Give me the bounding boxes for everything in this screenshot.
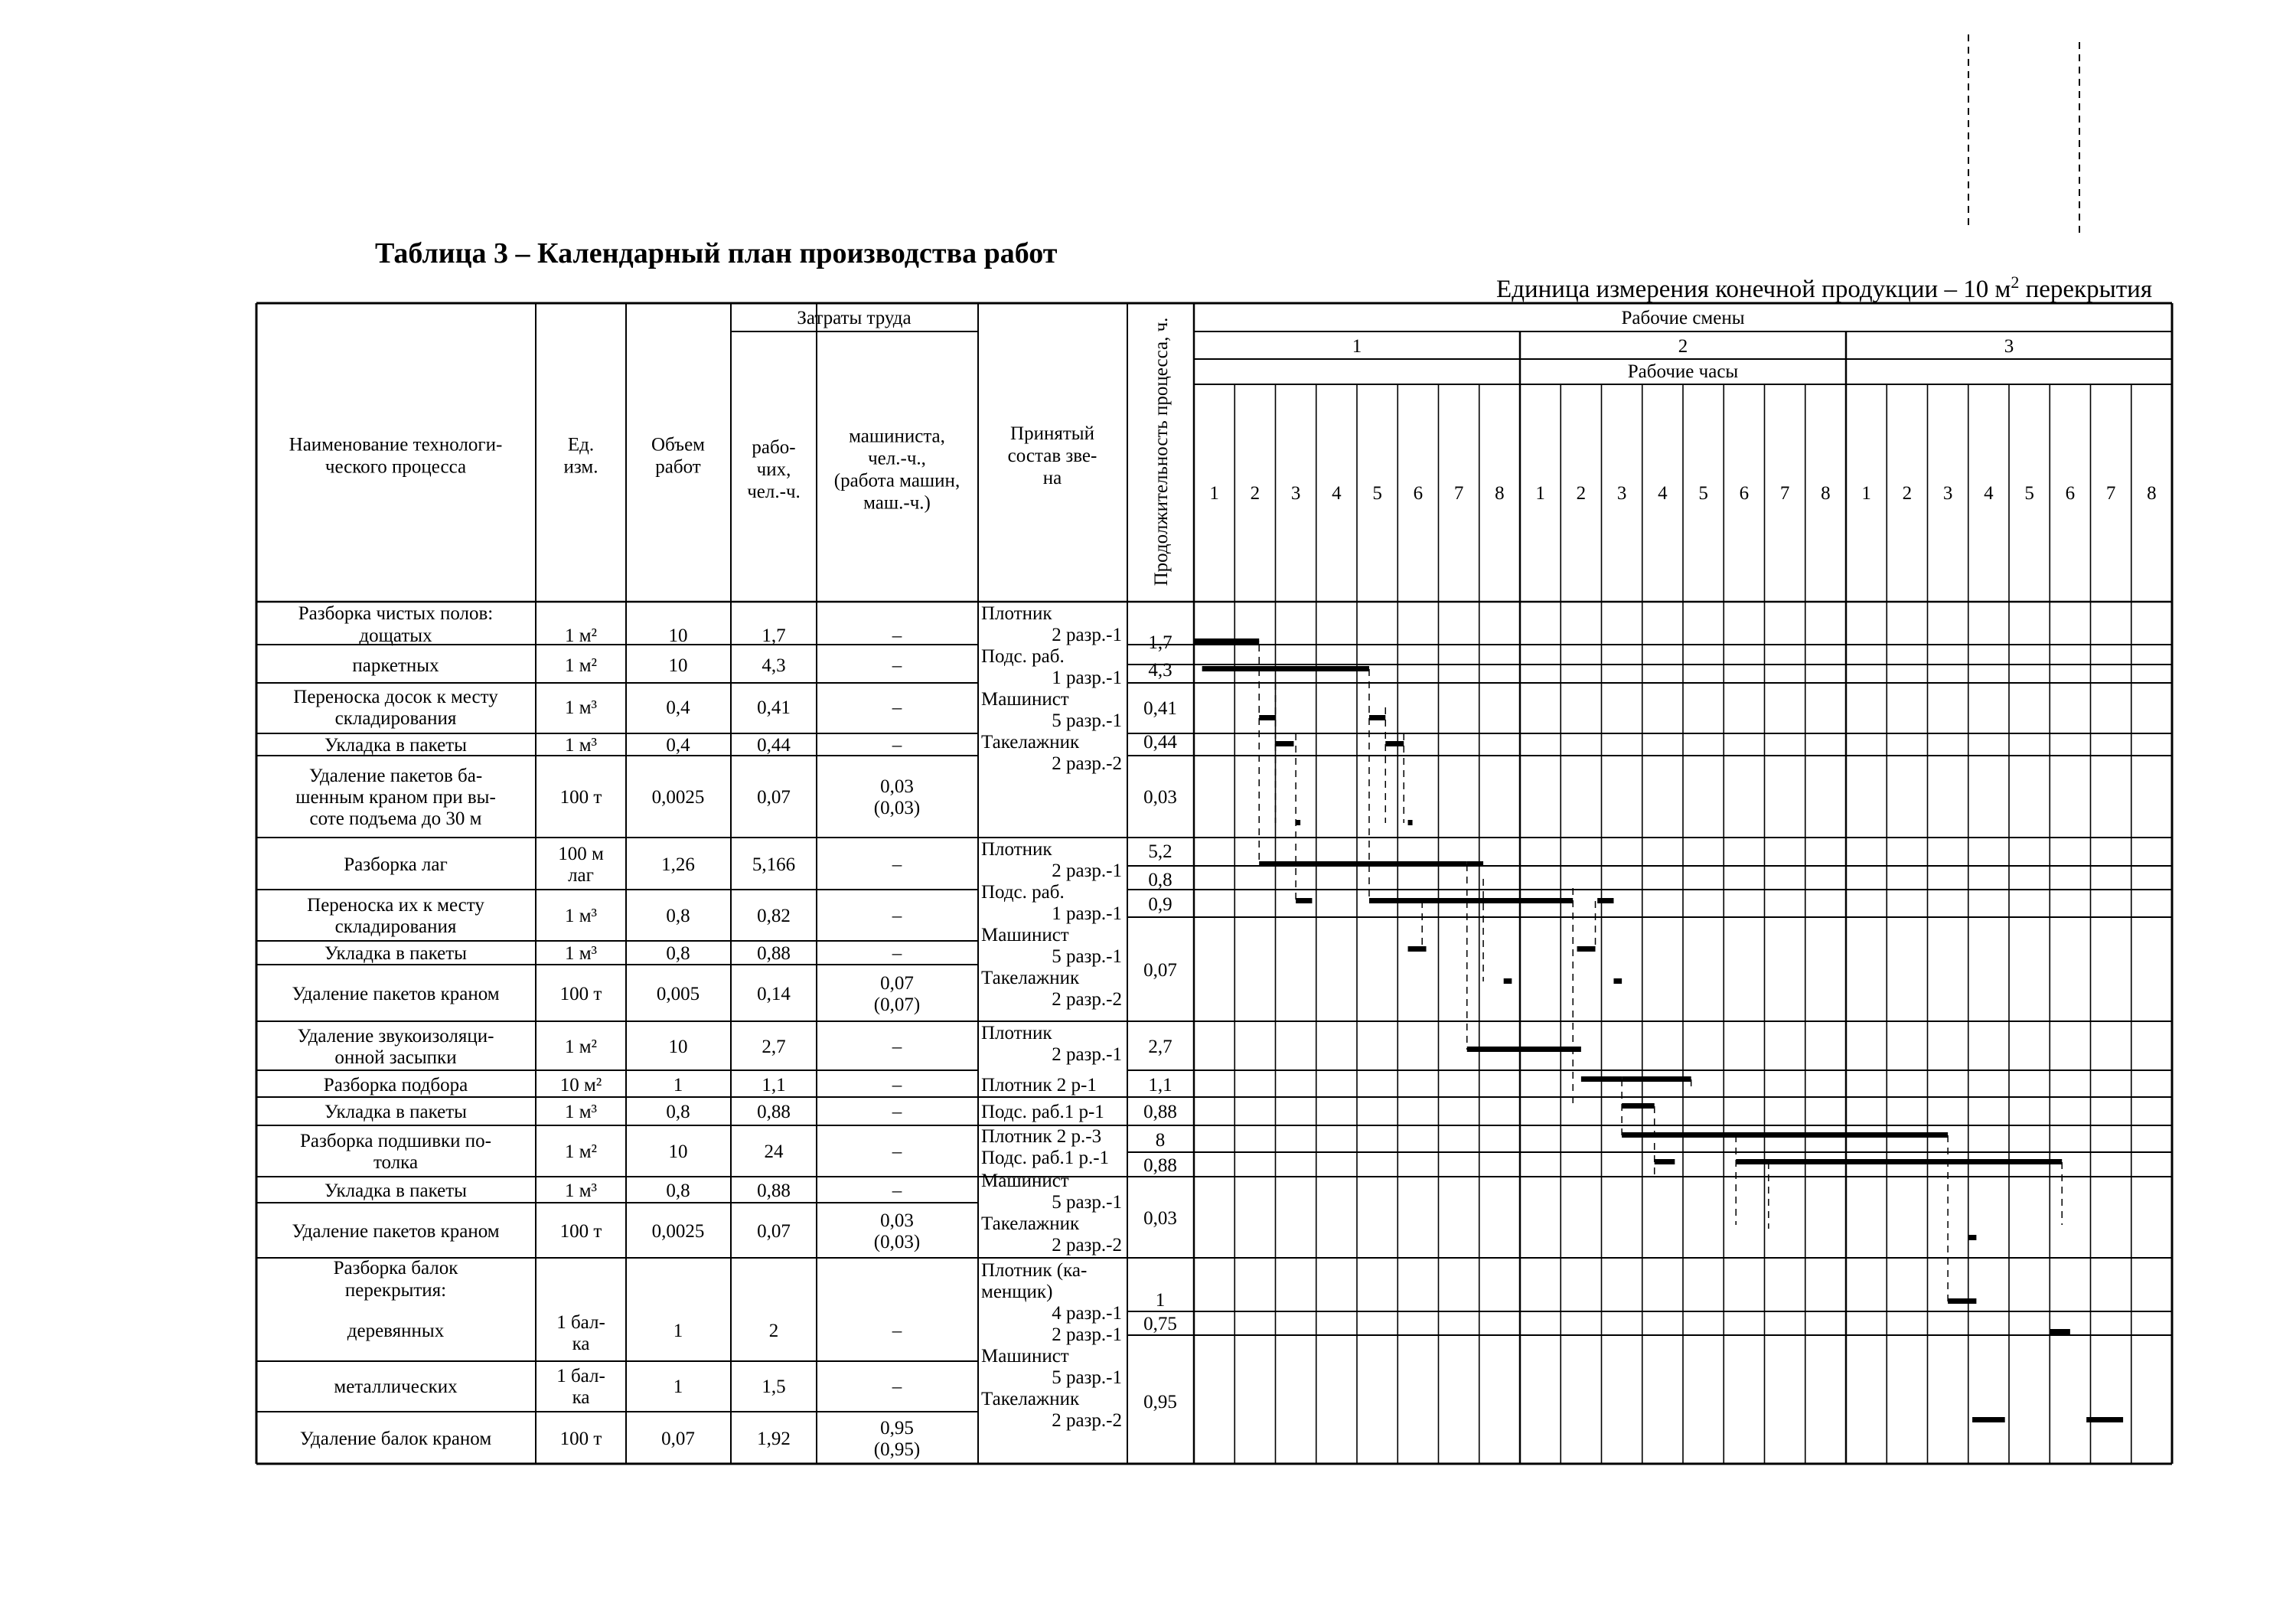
crew-text: 4 разр.-1 bbox=[1052, 1303, 1122, 1324]
crew-text: Такелажник bbox=[981, 1213, 1080, 1234]
crew-text: Такелажник bbox=[981, 968, 1080, 988]
process-name: деревянных bbox=[347, 1321, 445, 1341]
gantt-bar bbox=[1577, 946, 1596, 952]
duration-value: 1 bbox=[1155, 1290, 1166, 1311]
crew-text: Плотник 2 р-1 bbox=[981, 1075, 1097, 1096]
process-volume: 1,26 bbox=[661, 854, 695, 875]
process-volume: 0,07 bbox=[661, 1429, 695, 1449]
gantt-bar bbox=[1769, 1159, 1789, 1164]
crew-text: Плотник (ка- bbox=[981, 1260, 1088, 1281]
gantt-bar bbox=[2086, 1417, 2123, 1422]
crew-text: Плотник bbox=[981, 839, 1052, 860]
gantt-bar bbox=[1408, 820, 1413, 825]
process-name: Укладка в пакеты bbox=[325, 735, 467, 756]
process-volume: 0,4 bbox=[666, 735, 690, 756]
process-machinists: – bbox=[892, 625, 902, 646]
hour-number: 6 bbox=[2065, 483, 2076, 504]
hour-number: 7 bbox=[1453, 483, 1464, 504]
crew-text: Плотник 2 р.-3 bbox=[981, 1126, 1102, 1147]
process-workers: 2 bbox=[768, 1321, 779, 1341]
hour-number: 5 bbox=[2024, 483, 2034, 504]
process-workers: 2,7 bbox=[762, 1037, 786, 1057]
process-name: Укладка в пакеты bbox=[325, 943, 467, 964]
hour-number: 3 bbox=[1290, 483, 1301, 504]
process-name: Укладка в пакеты bbox=[325, 1181, 467, 1201]
shift-number: 2 bbox=[1678, 336, 1688, 357]
gantt-bar bbox=[1972, 1417, 2005, 1422]
crew-text: Такелажник bbox=[981, 732, 1080, 753]
hour-number: 4 bbox=[1658, 483, 1668, 504]
crew-text: 2 разр.-1 bbox=[1052, 625, 1122, 645]
header-crew: на bbox=[1042, 468, 1062, 488]
process-machinists: – bbox=[892, 1037, 902, 1057]
hour-number: 4 bbox=[1332, 483, 1342, 504]
gantt-bar bbox=[2050, 1159, 2062, 1164]
process-machinists: 0,03 bbox=[880, 1210, 914, 1231]
crew-text: Подс. раб.1 р.-1 bbox=[981, 1148, 1110, 1168]
process-volume: 0,0025 bbox=[651, 1221, 705, 1242]
process-unit: 1 м³ bbox=[564, 1181, 598, 1201]
duration-value: 8 bbox=[1155, 1130, 1166, 1151]
process-workers: 0,07 bbox=[757, 1221, 791, 1242]
process-volume: 10 bbox=[668, 1141, 688, 1162]
crew-text: Машинист bbox=[981, 925, 1069, 945]
gantt-bar bbox=[1408, 946, 1427, 952]
duration-value: 0,8 bbox=[1148, 870, 1172, 890]
hour-number: 6 bbox=[1739, 483, 1750, 504]
crew-text: Плотник bbox=[981, 1023, 1052, 1043]
duration-value: 0,03 bbox=[1143, 787, 1177, 808]
gantt-bar bbox=[1622, 1132, 1948, 1138]
gantt-bar bbox=[1385, 741, 1404, 746]
gantt-bar bbox=[1194, 638, 1259, 644]
process-machinists: – bbox=[892, 854, 902, 875]
process-name: онной засыпки bbox=[334, 1047, 457, 1068]
gantt-bar bbox=[1483, 898, 1499, 903]
gantt-bar bbox=[1259, 715, 1275, 720]
header-machinists: машиниста, bbox=[849, 426, 945, 447]
crew-text: Подс. раб. bbox=[981, 646, 1065, 667]
duration-value: 0,75 bbox=[1143, 1314, 1177, 1334]
hour-number: 8 bbox=[1821, 483, 1831, 504]
process-machinists: – bbox=[892, 1181, 902, 1201]
duration-value: 1,7 bbox=[1148, 632, 1172, 653]
process-volume: 0,8 bbox=[666, 1102, 690, 1122]
gantt-bar bbox=[1613, 978, 1622, 984]
crew-text: менщик) bbox=[981, 1282, 1053, 1302]
process-machinists: – bbox=[892, 655, 902, 676]
header-hours: Рабочие часы bbox=[1627, 361, 1739, 382]
hour-number: 1 bbox=[1861, 483, 1871, 504]
header-workers: рабо- bbox=[752, 437, 796, 458]
gantt-bar bbox=[1202, 666, 1369, 671]
process-workers: 0,44 bbox=[757, 735, 791, 756]
process-machinists: 0,07 bbox=[880, 973, 914, 994]
process-unit: 1 бал- bbox=[556, 1312, 605, 1333]
duration-value: 0,88 bbox=[1143, 1155, 1177, 1176]
hour-number: 3 bbox=[1616, 483, 1627, 504]
process-volume: 1 bbox=[673, 1376, 683, 1397]
hour-number: 8 bbox=[1495, 483, 1505, 504]
hour-number: 2 bbox=[1250, 483, 1261, 504]
gantt-bar bbox=[1296, 820, 1300, 825]
process-name: Разборка подшивки по- bbox=[300, 1131, 491, 1151]
hour-number: 6 bbox=[1413, 483, 1424, 504]
hour-number: 1 bbox=[1209, 483, 1219, 504]
duration-value: 0,9 bbox=[1148, 894, 1172, 915]
process-unit: 100 т bbox=[559, 984, 602, 1004]
process-unit: 1 м³ bbox=[564, 943, 598, 964]
process-name: дощатых bbox=[359, 625, 432, 646]
duration-value: 1,1 bbox=[1148, 1075, 1172, 1096]
process-unit: 1 м³ bbox=[564, 735, 598, 756]
process-name: Удаление пакетов краном bbox=[292, 984, 500, 1004]
gantt-bar bbox=[1369, 715, 1385, 720]
crew-text: Машинист bbox=[981, 1171, 1069, 1191]
crew-text: Такелажник bbox=[981, 1389, 1080, 1409]
crew-text: 2 разр.-2 bbox=[1052, 753, 1122, 774]
gantt-bar bbox=[1622, 1103, 1655, 1109]
process-volume: 0,8 bbox=[666, 906, 690, 926]
process-workers: 1,1 bbox=[762, 1075, 786, 1096]
gantt-bar bbox=[2050, 1329, 2070, 1334]
header-crew: Принятый bbox=[1010, 423, 1094, 444]
crew-text: Машинист bbox=[981, 689, 1069, 710]
process-unit: лаг bbox=[568, 865, 594, 886]
process-workers: 5,166 bbox=[752, 854, 796, 875]
process-name: Удаление звукоизоляци- bbox=[297, 1026, 494, 1047]
process-workers: 24 bbox=[764, 1141, 784, 1162]
hour-number: 7 bbox=[1779, 483, 1790, 504]
process-workers: 0,88 bbox=[757, 943, 791, 964]
crew-text: 1 разр.-1 bbox=[1052, 903, 1122, 924]
crew-text: 2 разр.-2 bbox=[1052, 1410, 1122, 1431]
process-workers: 1,5 bbox=[762, 1376, 786, 1397]
process-unit: ка bbox=[572, 1387, 590, 1408]
crew-text: 2 разр.-2 bbox=[1052, 989, 1122, 1010]
hour-number: 7 bbox=[2105, 483, 2116, 504]
process-name: толка bbox=[373, 1152, 419, 1173]
process-machinists: (0,95) bbox=[873, 1439, 921, 1460]
process-machinists: 0,03 bbox=[880, 776, 914, 797]
process-unit: 1 м² bbox=[564, 655, 598, 676]
process-unit: 100 т bbox=[559, 787, 602, 808]
process-volume: 0,8 bbox=[666, 943, 690, 964]
crew-text: 1 разр.-1 bbox=[1052, 668, 1122, 688]
process-machinists: (0,07) bbox=[873, 994, 921, 1015]
crew-text: 2 разр.-1 bbox=[1052, 1044, 1122, 1065]
hour-number: 1 bbox=[1535, 483, 1545, 504]
process-workers: 0,41 bbox=[757, 697, 791, 718]
process-volume: 0,005 bbox=[656, 984, 700, 1004]
page-title: Таблица 3 – Календарный план производства работ bbox=[375, 237, 1058, 269]
duration-value: 0,41 bbox=[1143, 698, 1177, 719]
process-unit: 1 бал- bbox=[556, 1366, 605, 1386]
process-volume: 0,4 bbox=[666, 697, 690, 718]
header-shifts: Рабочие смены bbox=[1621, 308, 1745, 328]
crew-text: Плотник bbox=[981, 603, 1052, 624]
header-unit: Ед. bbox=[567, 434, 595, 456]
gantt-bar bbox=[1581, 1076, 1622, 1082]
process-machinists: 0,95 bbox=[880, 1418, 914, 1438]
process-volume: 1 bbox=[673, 1075, 683, 1096]
process-workers: 0,82 bbox=[757, 906, 791, 926]
duration-value: 0,95 bbox=[1143, 1392, 1177, 1412]
process-name: перекрытия: bbox=[344, 1280, 447, 1301]
process-machinists: – bbox=[892, 1102, 902, 1122]
crew-text: 5 разр.-1 bbox=[1052, 1192, 1122, 1213]
process-workers: 0,88 bbox=[757, 1181, 791, 1201]
header-volume: работ bbox=[655, 456, 701, 478]
process-machinists: (0,03) bbox=[873, 798, 921, 818]
process-machinists: – bbox=[892, 906, 902, 926]
process-machinists: (0,03) bbox=[873, 1232, 921, 1252]
process-unit: 100 т bbox=[559, 1429, 602, 1449]
process-volume: 10 bbox=[668, 625, 688, 646]
crew-text: 5 разр.-1 bbox=[1052, 1367, 1122, 1388]
hour-number: 4 bbox=[1984, 483, 1994, 504]
process-volume: 0,8 bbox=[666, 1181, 690, 1201]
process-volume: 10 bbox=[668, 1037, 688, 1057]
process-machinists: – bbox=[892, 943, 902, 964]
header-machinists: (работа машин, bbox=[833, 470, 960, 491]
shift-number: 3 bbox=[2004, 336, 2014, 357]
duration-value: 0,03 bbox=[1143, 1208, 1177, 1229]
gantt-bar bbox=[1467, 861, 1483, 867]
process-unit: 1 м³ bbox=[564, 1102, 598, 1122]
process-machinists: – bbox=[892, 1141, 902, 1162]
gantt-bar bbox=[1622, 1076, 1691, 1082]
process-name: Переноска досок к месту bbox=[293, 687, 498, 707]
hour-number: 5 bbox=[1698, 483, 1708, 504]
crew-text: 2 разр.-1 bbox=[1052, 860, 1122, 881]
crew-text: Подс. раб. bbox=[981, 882, 1065, 903]
crew-text: 5 разр.-1 bbox=[1052, 946, 1122, 967]
process-machinists: – bbox=[892, 697, 902, 718]
header-workers: чел.-ч. bbox=[747, 482, 801, 502]
gantt-bar bbox=[1276, 741, 1294, 746]
header-process-name: Наименование технологи- bbox=[289, 434, 503, 456]
process-workers: 1,7 bbox=[762, 625, 786, 646]
process-volume: 10 bbox=[668, 655, 688, 676]
gantt-bar bbox=[1422, 898, 1438, 903]
duration-value: 0,07 bbox=[1143, 960, 1177, 981]
process-name: шенным краном при вы- bbox=[295, 787, 496, 808]
process-name: Разборка балок bbox=[333, 1258, 458, 1278]
duration-value: 5,2 bbox=[1148, 841, 1172, 862]
process-machinists: – bbox=[892, 1321, 902, 1341]
gantt-bar bbox=[1968, 1235, 1977, 1240]
process-machinists: – bbox=[892, 735, 902, 756]
process-unit: 10 м² bbox=[559, 1075, 602, 1096]
duration-value: 2,7 bbox=[1148, 1037, 1172, 1057]
process-unit: 100 м bbox=[558, 844, 604, 864]
process-name: металлических bbox=[334, 1376, 458, 1397]
process-name: Разборка подбора bbox=[323, 1075, 468, 1096]
header-labor-costs: Затраты труда bbox=[797, 308, 912, 328]
gantt-bar bbox=[1736, 1132, 1764, 1138]
process-name: Разборка лаг bbox=[344, 854, 448, 875]
crew-text: Подс. раб.1 р-1 bbox=[981, 1102, 1104, 1122]
process-volume: 1 bbox=[673, 1321, 683, 1341]
hour-number: 3 bbox=[1942, 483, 1953, 504]
process-workers: 0,07 bbox=[757, 787, 791, 808]
hour-number: 5 bbox=[1372, 483, 1382, 504]
process-name: Разборка чистых полов: bbox=[298, 603, 494, 624]
crew-text: 5 разр.-1 bbox=[1052, 710, 1122, 731]
gantt-bar bbox=[1597, 898, 1613, 903]
header-process-name: ческого процесса bbox=[325, 456, 467, 478]
process-name: складирования bbox=[334, 916, 457, 937]
process-unit: 100 т bbox=[559, 1221, 602, 1242]
header-unit: изм. bbox=[563, 456, 598, 478]
process-name: Удаление балок краном bbox=[299, 1429, 492, 1449]
header-crew: состав зве- bbox=[1007, 446, 1097, 466]
process-volume: 0,0025 bbox=[651, 787, 705, 808]
header-machinists: маш.-ч.) bbox=[863, 492, 931, 514]
process-name: Переноска их к месту bbox=[307, 895, 484, 916]
header-workers: чих, bbox=[756, 459, 791, 480]
crew-text: Машинист bbox=[981, 1346, 1069, 1367]
process-machinists: – bbox=[892, 1075, 902, 1096]
process-workers: 0,88 bbox=[757, 1102, 791, 1122]
process-name: паркетных bbox=[352, 655, 439, 676]
duration-value: 4,3 bbox=[1148, 660, 1172, 681]
process-unit: 1 м³ bbox=[564, 906, 598, 926]
process-machinists: – bbox=[892, 1376, 902, 1397]
gantt-bar bbox=[1467, 1047, 1581, 1052]
crew-text: 2 разр.-1 bbox=[1052, 1324, 1122, 1345]
process-workers: 4,3 bbox=[762, 655, 786, 676]
gantt-bar bbox=[1296, 898, 1312, 903]
process-workers: 0,14 bbox=[757, 984, 791, 1004]
process-unit: 1 м² bbox=[564, 625, 598, 646]
gantt-bar bbox=[1504, 978, 1512, 984]
hour-number: 2 bbox=[1902, 483, 1913, 504]
process-name: складирования bbox=[334, 708, 457, 729]
process-name: Удаление пакетов ба- bbox=[308, 766, 483, 786]
process-name: Укладка в пакеты bbox=[325, 1102, 467, 1122]
process-unit: 1 м² bbox=[564, 1037, 598, 1057]
process-name: Удаление пакетов краном bbox=[292, 1221, 500, 1242]
unit-note: Единица измерения конечной продукции – 10 $м^2$ перекрытия bbox=[1496, 273, 2152, 303]
shift-number: 1 bbox=[1352, 336, 1362, 357]
process-workers: 1,92 bbox=[757, 1429, 791, 1449]
hour-number: 2 bbox=[1576, 483, 1587, 504]
process-unit: ка bbox=[572, 1334, 590, 1354]
gantt-bar bbox=[1369, 898, 1573, 903]
process-name: соте подъема до 30 м bbox=[309, 808, 482, 829]
header-duration: Продолжительность процесса, ч. bbox=[1151, 317, 1172, 586]
duration-value: 0,88 bbox=[1143, 1102, 1177, 1122]
gantt-bar bbox=[1259, 861, 1467, 867]
gantt-bar bbox=[1948, 1298, 1976, 1304]
header-volume: Объем bbox=[651, 434, 705, 456]
process-unit: 1 м² bbox=[564, 1141, 598, 1162]
process-unit: 1 м³ bbox=[564, 697, 598, 718]
duration-value: 0,44 bbox=[1143, 732, 1177, 753]
header-machinists: чел.-ч., bbox=[868, 448, 926, 469]
gantt-bar bbox=[1655, 1159, 1675, 1164]
hour-number: 8 bbox=[2147, 483, 2157, 504]
crew-text: 2 разр.-2 bbox=[1052, 1235, 1122, 1256]
